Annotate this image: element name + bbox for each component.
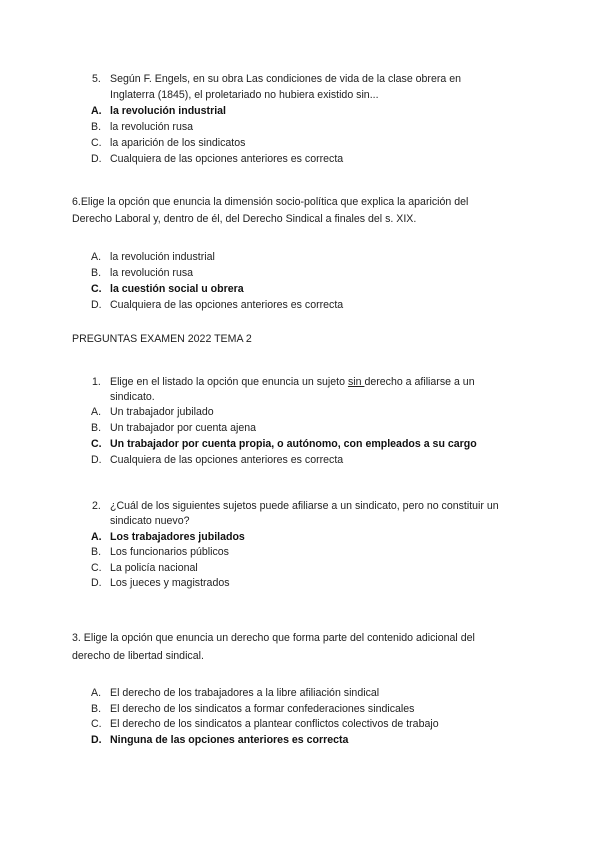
- question-number: 1.: [92, 376, 101, 388]
- option-correct: Ninguna de las opciones anteriores es correcta: [110, 734, 349, 746]
- option: La policía nacional: [110, 562, 198, 574]
- option-letter: A.: [91, 531, 102, 543]
- question-text: ¿Cuál de los siguientes sujetos puede afiliarse a un sindicato, pero no constituir un: [110, 500, 499, 512]
- option-letter: A.: [91, 406, 102, 418]
- option: Un trabajador jubilado: [110, 406, 214, 418]
- option-correct: Un trabajador por cuenta propia, o autónomo, con empleados a su cargo: [110, 438, 477, 450]
- option-correct: Los trabajadores jubilados: [110, 531, 245, 543]
- option-letter: A.: [91, 687, 102, 699]
- option: Cualquiera de las opciones anteriores es correcta: [110, 299, 344, 311]
- question-text: 3. Elige la opción que enuncia un derecho que forma parte del contenido adicional del: [72, 632, 475, 644]
- option-letter: D.: [91, 454, 102, 466]
- question-text: Elige en el listado la opción que enuncia un sujeto: [110, 376, 348, 388]
- option-letter: C.: [91, 718, 102, 730]
- option: Cualquiera de las opciones anteriores es correcta: [110, 454, 344, 466]
- question-text-line: [110, 376, 475, 389]
- option-letter: C.: [91, 283, 102, 295]
- question-text: derecho a afiliarse a un: [364, 376, 475, 388]
- question-text: 6.Elige la opción que enuncia la dimensión socio-política que explica la aparición del: [72, 196, 469, 208]
- option: la aparición de los sindicatos: [110, 137, 246, 149]
- option: El derecho de los sindicatos a formar confederaciones sindicales: [110, 703, 415, 715]
- option-letter: D.: [91, 734, 102, 746]
- option: la revolución industrial: [110, 251, 215, 263]
- option-letter: D.: [91, 577, 102, 589]
- underlined-word: sin: [347, 376, 365, 388]
- section-heading: PREGUNTAS EXAMEN 2022 TEMA 2: [72, 333, 252, 345]
- option-letter: B.: [91, 703, 102, 715]
- question-number: 2.: [92, 500, 101, 512]
- option-letter: B.: [91, 267, 102, 279]
- option: Los funcionarios públicos: [110, 546, 229, 558]
- question-number: 5.: [92, 73, 101, 85]
- option-letter: A.: [91, 105, 102, 117]
- question-text: Según F. Engels, en su obra Las condiciones de vida de la clase obrera en: [110, 73, 462, 85]
- option-correct: la cuestión social u obrera: [110, 283, 244, 295]
- option: Los jueces y magistrados: [110, 577, 230, 589]
- option-letter: C.: [91, 562, 102, 574]
- option: El derecho de los sindicatos a plantear conflictos colectivos de trabajo: [110, 718, 439, 730]
- option-letter: B.: [91, 422, 102, 434]
- option: la revolución rusa: [110, 267, 194, 279]
- option: Un trabajador por cuenta ajena: [110, 422, 257, 434]
- option-letter: C.: [91, 438, 102, 450]
- question-text: sindicato.: [110, 391, 155, 403]
- option: Cualquiera de las opciones anteriores es correcta: [110, 153, 344, 165]
- option-letter: D.: [91, 153, 102, 165]
- option-letter: A.: [91, 251, 102, 263]
- option-letter: C.: [91, 137, 102, 149]
- question-text: Inglaterra (1845), el proletariado no hubiera existido sin...: [110, 89, 379, 101]
- option-letter: B.: [91, 546, 102, 558]
- option-letter: B.: [91, 121, 102, 133]
- option: El derecho de los trabajadores a la libre afiliación sindical: [110, 687, 380, 699]
- option: la revolución rusa: [110, 121, 194, 133]
- option-letter: D.: [91, 299, 102, 311]
- question-text: derecho de libertad sindical.: [72, 650, 204, 662]
- question-text: Derecho Laboral y, dentro de él, del Derecho Sindical a finales del s. XIX.: [72, 213, 417, 225]
- question-text: sindicato nuevo?: [110, 515, 190, 527]
- option-correct: la revolución industrial: [110, 105, 226, 117]
